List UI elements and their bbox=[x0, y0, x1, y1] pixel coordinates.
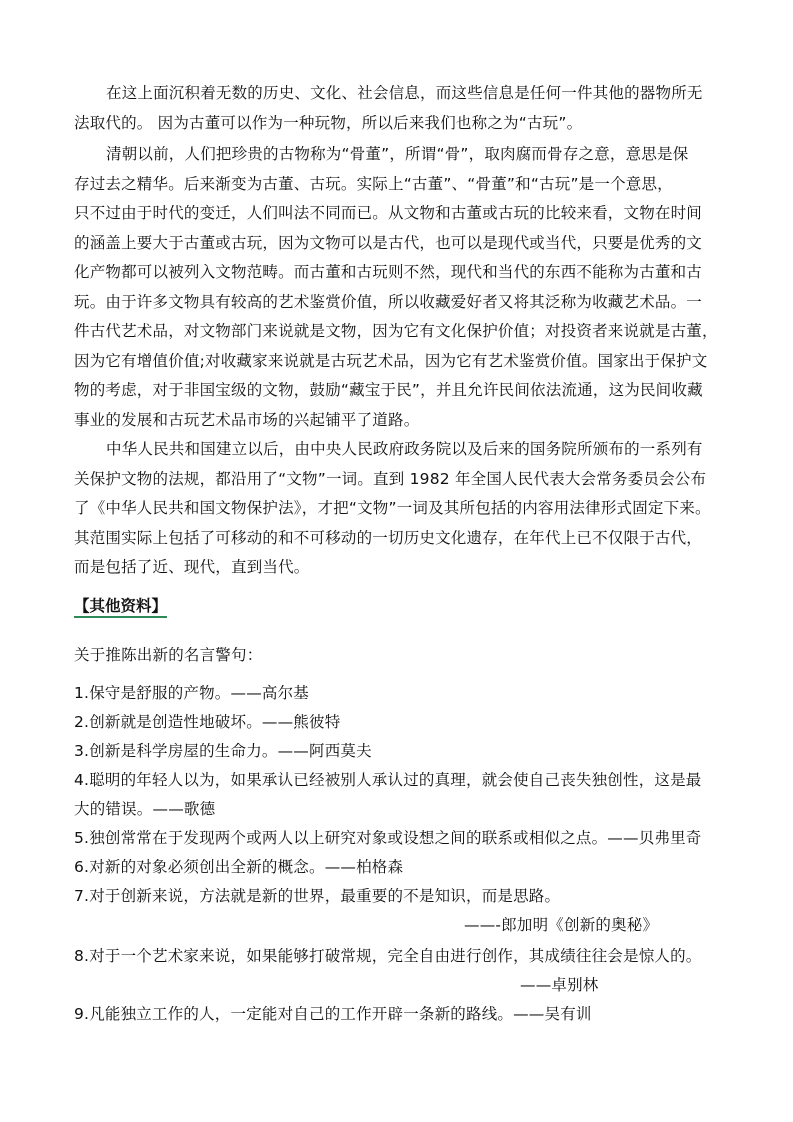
text-line: 了《中华人民共和国文物保护法》，才把“文物”一词及其所包括的内容用法律形式固定下来。 bbox=[74, 499, 711, 517]
paragraph-2 bbox=[74, 140, 724, 435]
text-line: 关保护文物的法规，都沿用了“文物”一词。直到 1982 年全国人民代表大会常务委员会公布 bbox=[74, 469, 707, 488]
quote-source: ——卓别林 bbox=[520, 976, 599, 994]
text-line: 件古代艺术品，对文物部门来说就是文物，因为它有文化保护价值；对投资者来说就是古董， bbox=[74, 322, 718, 340]
text-line: 存过去之精华。后来渐变为古董、古玩。实际上“古董”、“骨董”和“古玩”是一个意思， bbox=[74, 174, 673, 193]
text-line: 其范围实际上包括了可移动的和不可移动的一切历史文化遗存，在年代上已不仅限于古代， bbox=[74, 528, 703, 547]
quote-source: ——-郎加明《创新的奥秘》 bbox=[464, 916, 659, 934]
quote-item: 5.独创常常在于发现两个或两人以上研究对象或设想之间的联系或相似之点。——贝弗里奇 bbox=[74, 829, 702, 847]
text-line: 化产物都可以被列入文物范畴。而古董和古玩则不然，现代和当代的东西不能称为古董和古 bbox=[74, 263, 703, 281]
text-line: 只不过由于时代的变迁，人们叫法不同而已。从文物和古董或古玩的比较来看，文物在时间 bbox=[74, 204, 703, 222]
paragraph-3 bbox=[74, 435, 724, 583]
section-heading-text: 【其他资料】 bbox=[74, 597, 168, 615]
quotes-intro: 关于推陈出新的名言警句： bbox=[74, 646, 263, 664]
text-line: 因为它有增值价值;对收藏家来说就是古玩艺术品，因为它有艺术鉴赏价值。国家出于保护文 bbox=[74, 351, 708, 370]
quote-item: 9.凡能独立工作的人，一定能对自己的工作开辟一条新的路线。——吴有训 bbox=[74, 1005, 592, 1023]
text-line: 事业的发展和古玩艺术品市场的兴起铺平了道路。 bbox=[74, 410, 420, 429]
quote-item: 8.对于一个艺术家来说，如果能够打破常规，完全自由进行创作，其成绩往往会是惊人的。 bbox=[74, 947, 702, 965]
text-line: 物的考虑，对于非国宝级的文物，鼓励“藏宝于民”，并且允许民间依法流通，这为民间收藏 bbox=[74, 381, 703, 399]
text-line: 在这上面沉积着无数的历史、文化、社会信息，而这些信息是任何一件其他的器物所无 bbox=[106, 84, 703, 102]
text-line: 玩。由于许多文物具有较高的艺术鉴赏价值，所以收藏爱好者又将其泛称为收藏艺术品。一 bbox=[74, 292, 703, 311]
text-line: 中华人民共和国建立以后，由中央人民政府政务院以及后来的国务院所颁布的一系列有 bbox=[106, 440, 703, 458]
text-line: 清朝以前，人们把珍贵的古物称为“骨董”，所谓“骨”，取肉腐而骨存之意，意思是保 bbox=[106, 145, 689, 163]
text-line: 法取代的。 因为古董可以作为一种玩物，所以后来我们也称之为“古玩”。 bbox=[74, 113, 583, 132]
quote-item: 6.对新的对象必须创出全新的概念。——柏格森 bbox=[74, 858, 404, 876]
paragraph-1 bbox=[74, 79, 724, 138]
quote-item: 4.聪明的年轻人以为，如果承认已经被别人承认过的真理，就会使自己丧失独创性，这是最 bbox=[74, 771, 702, 789]
heading-underline bbox=[74, 616, 167, 618]
quote-item: 1.保守是舒服的产物。——高尔基 bbox=[74, 684, 309, 702]
quote-item: 7.对于创新来说，方法就是新的世界，最重要的不是知识，而是思路。 bbox=[74, 887, 561, 905]
text-line: 的涵盖上要大于古董或古玩，因为文物可以是古代，也可以是现代或当代，只要是优秀的文 bbox=[74, 233, 703, 252]
text-line: 而是包括了近、现代，直到当代。 bbox=[74, 558, 310, 576]
quote-item: 3.创新是科学房屋的生命力。——阿西莫夫 bbox=[74, 742, 372, 760]
quote-item: 2.创新就是创造性地破坏。——熊彼特 bbox=[74, 713, 341, 731]
section-heading bbox=[74, 594, 167, 618]
quote-item-continuation: 大的错误。——歌德 bbox=[74, 800, 216, 818]
